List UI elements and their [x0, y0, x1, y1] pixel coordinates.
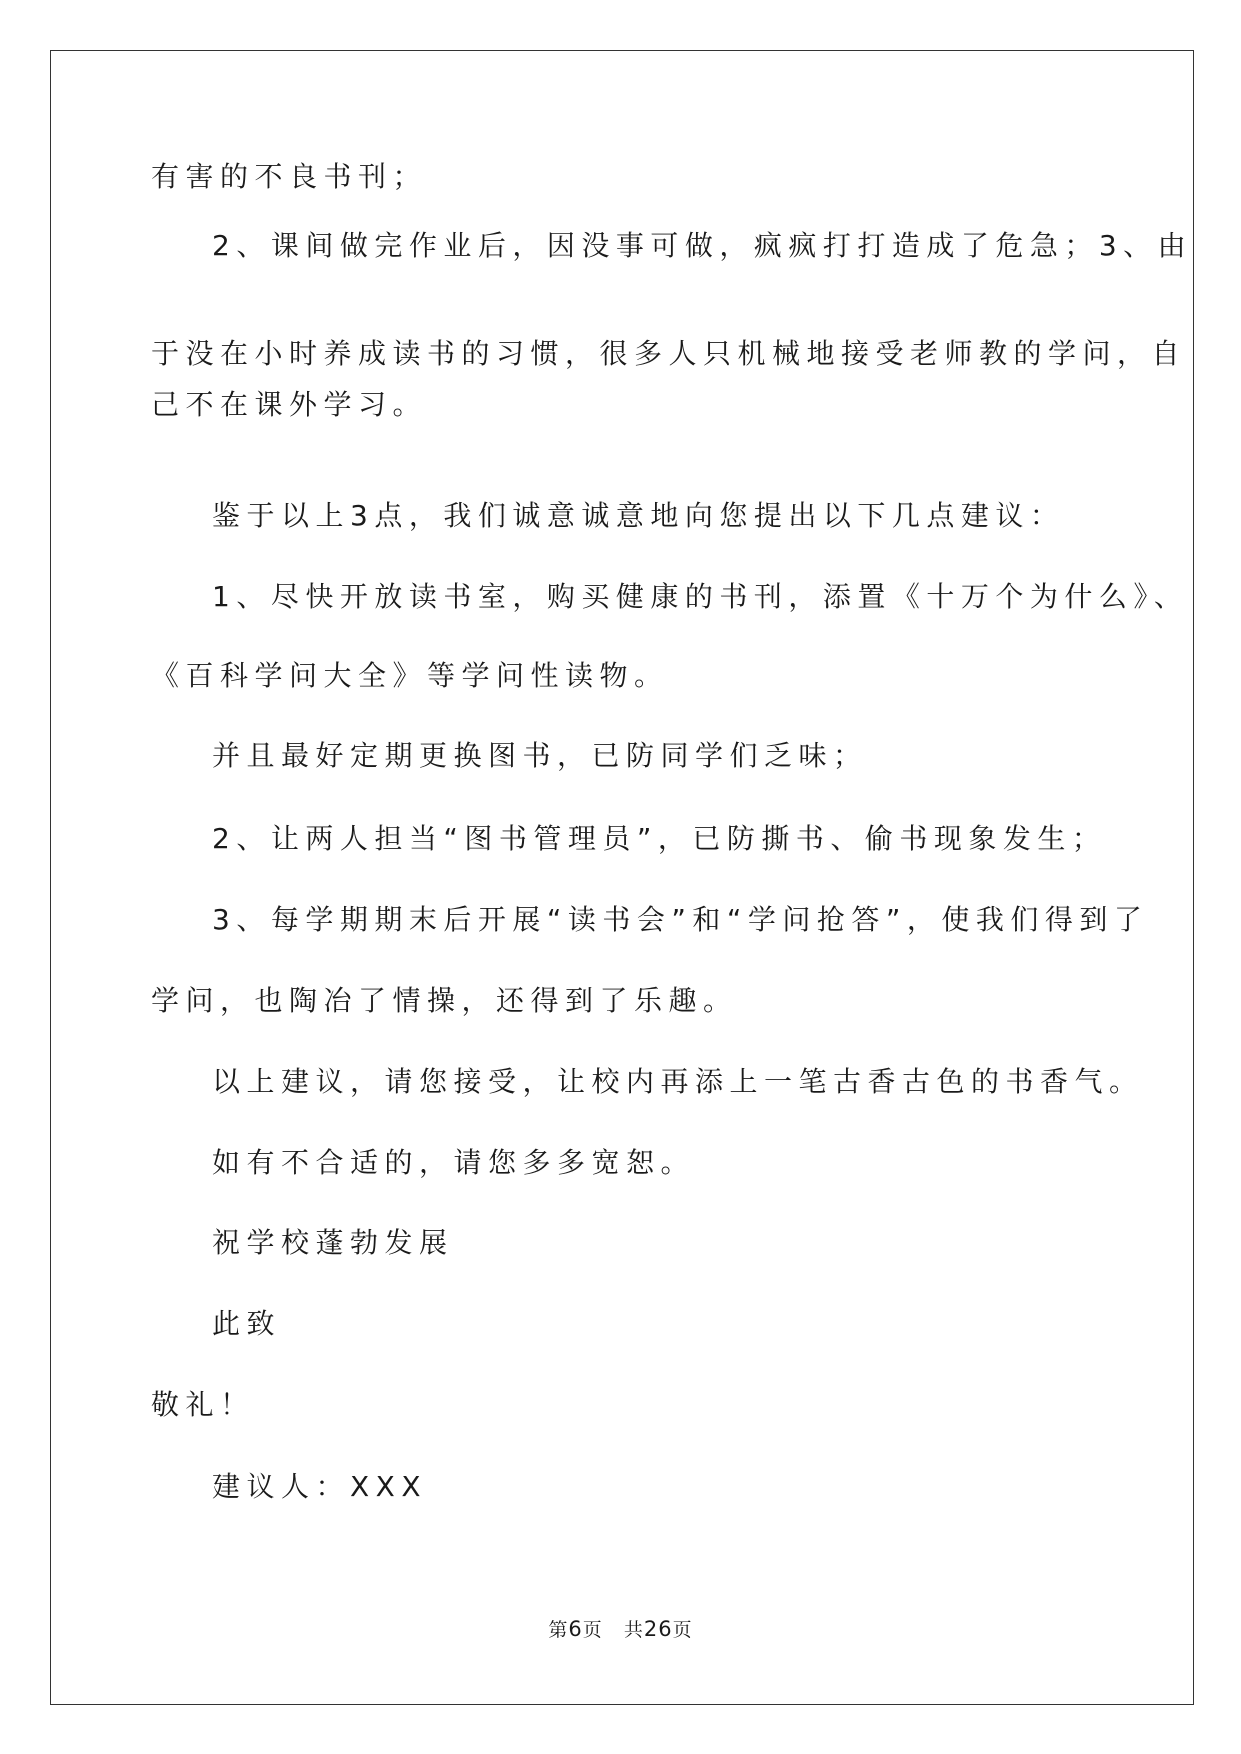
footer-page-number: 6 — [568, 1617, 583, 1641]
footer-total-suffix: 页 — [672, 1619, 693, 1641]
page-border — [50, 50, 1194, 1705]
page-footer — [0, 1615, 1241, 1642]
text-line: 1、尽快开放读书室，购买健康的书刊，添置《十万个为什么》、 — [212, 580, 1189, 613]
text-line: 建议人：XXX — [212, 1470, 428, 1503]
text-line: 以上建议，请您接受，让校内再添上一笔古香古色的书香气。 — [212, 1065, 1144, 1098]
footer-total-pages: 26 — [643, 1617, 673, 1641]
text-line: 2、让两人担当“图书管理员”，已防撕书、偷书现象发生； — [212, 822, 1107, 855]
text-line: 己不在课外学习。 — [151, 388, 428, 421]
text-line: 3、每学期期末后开展“读书会”和“学问抢答”，使我们得到了 — [212, 903, 1149, 936]
text-line: 鉴于以上3点，我们诚意诚意地向您提出以下几点建议： — [212, 499, 1065, 532]
text-line: 如有不合适的，请您多多宽恕。 — [212, 1146, 696, 1179]
footer-total-prefix: 共 — [623, 1619, 644, 1641]
footer-page-suffix: 页 — [582, 1619, 603, 1641]
text-line: 《百科学问大全》等学问性读物。 — [151, 659, 669, 692]
footer-prefix: 第 — [548, 1619, 569, 1641]
text-line: 敬礼！ — [151, 1388, 255, 1421]
text-line: 于没在小时养成读书的习惯，很多人只机械地接受老师教的学问，自 — [151, 337, 1187, 370]
text-line: 此致 — [212, 1307, 282, 1340]
text-line: 有害的不良书刊； — [151, 160, 428, 193]
text-line: 2、课间做完作业后，因没事可做，疯疯打打造成了危急；3、由 — [212, 229, 1193, 262]
text-line: 并且最好定期更换图书，已防同学们乏味； — [212, 739, 868, 772]
text-line: 祝学校蓬勃发展 — [212, 1226, 454, 1259]
text-line: 学问，也陶冶了情操，还得到了乐趣。 — [151, 984, 738, 1017]
